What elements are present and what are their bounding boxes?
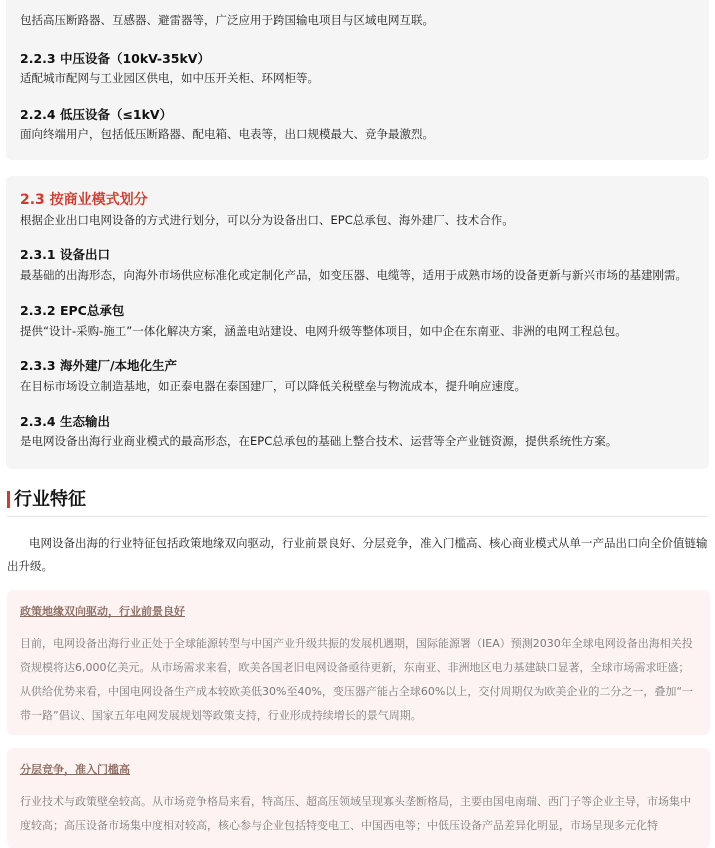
section-divider — [7, 516, 708, 517]
mv-equipment-desc: 适配城市配网与工业园区供电，如中压开关柜、环网柜等。 — [20, 71, 319, 85]
epc-desc: 提供“设计-采购-施工”一体化解决方案，涵盖电站建设、电网升级等整体项目，如中企在东南亚、非洲的电网工程总包。 — [20, 324, 627, 338]
feature-title: 政策地缘双向驱动，行业前景良好 — [20, 605, 185, 618]
section-title — [7, 486, 86, 513]
heading-2-3-1: 2.3.1 设备出口 — [20, 247, 110, 262]
heading-2-2-4: 2.2.4 低压设备（≤1kV） — [20, 107, 173, 122]
business-model-intro: 根据企业出口电网设备的方式进行划分，可以分为设备出口、EPC总承包、海外建厂、技术合作。 — [20, 213, 514, 227]
business-model-card — [6, 176, 709, 469]
heading-2-3: 2.3 按商业模式划分 — [20, 192, 148, 208]
heading-2-3-2: 2.3.2 EPC总承包 — [20, 303, 125, 318]
voltage-classification-card — [6, 0, 709, 160]
lv-equipment-desc: 面向终端用户，包括低压断路器、配电箱、电表等，出口规模最大、竞争最激烈。 — [20, 127, 434, 141]
equipment-export-desc: 最基础的出海形态，向海外市场供应标准化或定制化产品，如变压器、电缆等，适用于成熟市场的设备更新与新兴市场的基建刚需。 — [20, 268, 687, 282]
heading-2-3-3: 2.3.3 海外建厂/本地化生产 — [20, 358, 178, 373]
overseas-factory-desc: 在目标市场设立制造基地，如正泰电器在泰国建厂，可以降低关税壁垒与物流成本，提升响应速度。 — [20, 379, 526, 393]
section-title-accent-bar — [7, 491, 10, 508]
heading-2-2-3: 2.2.3 中压设备（10kV-35kV） — [20, 51, 210, 66]
section-intro: 电网设备出海的行业特征包括政策地缘双向驱动，行业前景良好、分层竞争，准入门槛高、核心商业模式从单一产品出口向全价值链输出升级。 — [7, 536, 708, 573]
ecosystem-export-desc: 是电网设备出海行业商业模式的最高形态，在EPC总承包的基础上整合技术、运营等全产业链资源，提供系统性方案。 — [20, 434, 618, 448]
feature-card-competition — [7, 748, 710, 848]
feature-body: 目前，电网设备出海行业正处于全球能源转型与中国产业升级共振的发展机遇期，国际能源署（IEA）预测2030年全球电网设备出海相关投资规模将达6,000亿美元。从市场需求来看，欧美各国老旧电网设备亟待更新，东南亚、非洲地区电力基建缺口显著，全球市场需求旺盛；从供给优势来看，中国电网设备生产成本较欧美低30%至40%，变压器产能占全球60%以上，交付周期仅为欧美企业的二分之一，叠加“一带一路”倡议、国家五年电网发展规划等政策支持，行业形成持续增长的景气周期。 — [20, 637, 694, 722]
hv-equipment-desc: 包括高压断路器、互感器、避雷器等，广泛应用于跨国输电项目与区域电网互联。 — [20, 13, 434, 27]
feature-body: 行业技术与政策壁垒较高。从市场竞争格局来看，特高压、超高压领域呈现寡头垄断格局，主要由国电南瑞、西门子等企业主导，市场集中度较高；高压设备市场集中度相对较高，核心参与企业包括特变电工、中国西电等；中低压设备产品差异化明显，市场呈现多元化特 — [20, 795, 691, 832]
section-title-text: 行业特征 — [14, 489, 86, 510]
feature-card-policy — [7, 590, 710, 735]
heading-2-3-4: 2.3.4 生态输出 — [20, 414, 110, 429]
feature-title: 分层竞争，准入门槛高 — [20, 763, 130, 776]
